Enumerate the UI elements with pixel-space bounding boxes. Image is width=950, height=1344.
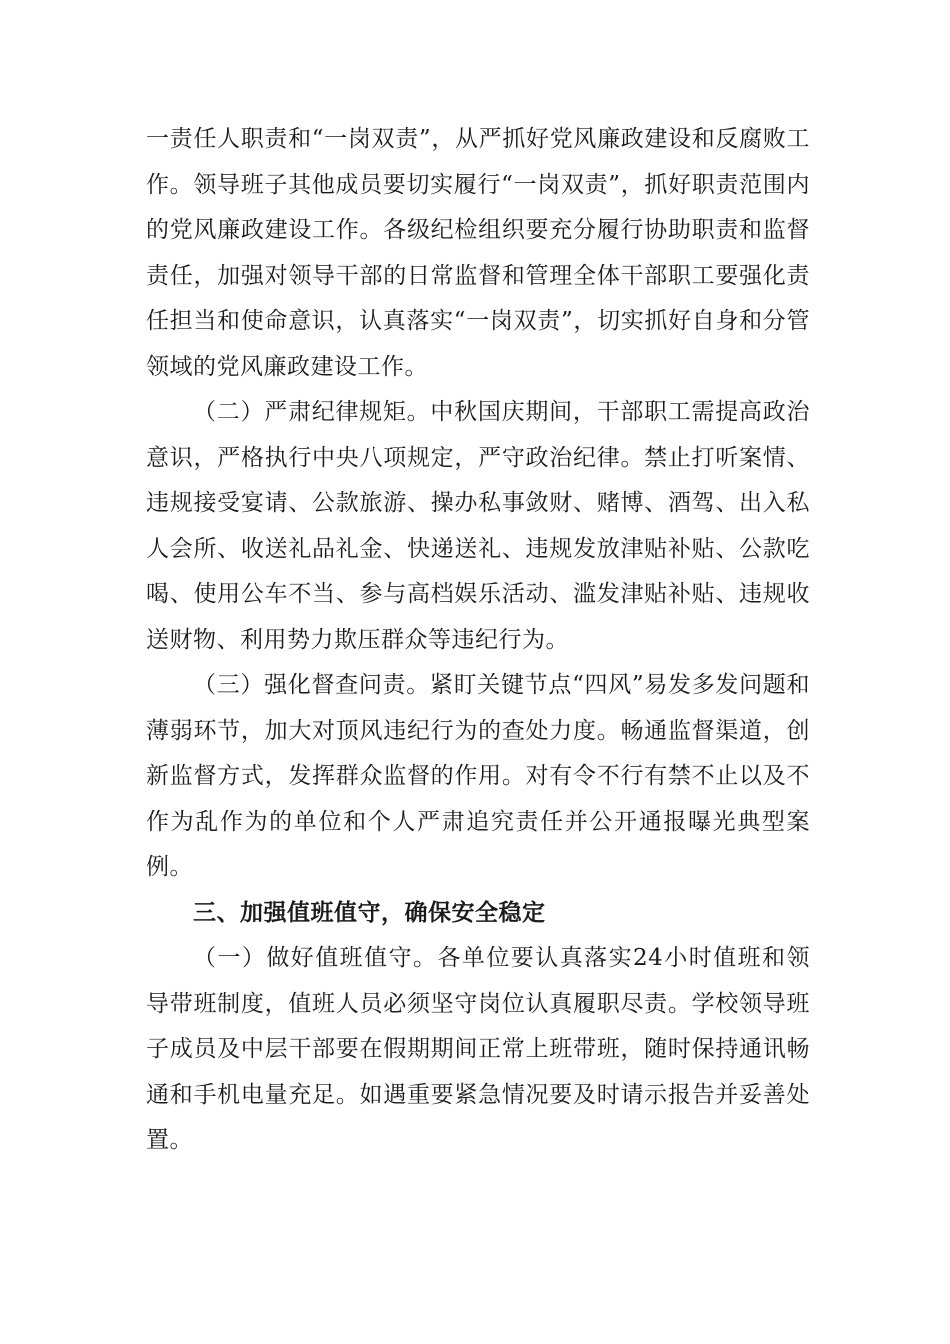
document-page bbox=[146, 117, 810, 1164]
paragraph-discipline bbox=[146, 390, 810, 663]
paragraph-lead: （一）做好值班值守。 bbox=[193, 945, 438, 971]
paragraph-text: 中秋国庆期间，干部职工需提高政治意识，严格执行中央八项规定，严守政治纪律。禁止打听案情、违规接受宴请、公款旅游、操办私事敛财、赌博、酒驾、出入私人会所、收送礼品礼金、快递送礼、违规发放津贴补贴、公款吃喝、使用公车不当、参与高档娱乐活动、滥发津贴补贴、违规收送财物、利用势力欺压群众等违纪行为。 bbox=[146, 399, 811, 653]
paragraph-text: 各单位要认真落实24小时值班和领导带班制度，值班人员必须坚守岗位认真履职尽责。学校领导班子成员及中层干部要在假期期间正常上班带班，随时保持通讯畅通和手机电量充足。如遇重要紧急情况要及时请示报告并妥善处置。 bbox=[146, 945, 810, 1153]
section-heading: 三、加强值班值守，确保安全稳定 bbox=[193, 899, 546, 926]
paragraph-text: 一责任人职责和“一岗双责”，从严抓好党风廉政建设和反腐败工作。领导班子其他成员要切实履行“一岗双责”，抓好职责范围内的党风廉政建设工作。各级纪检组织要充分履行协助职责和监督责任，加强对领导干部的日常监督和管理全体干部职工要强化责任担当和使命意识，认真落实“一岗双责”，切实抓好自身和分管领域的党风廉政建设工作。 bbox=[146, 126, 810, 380]
paragraph-supervision bbox=[146, 663, 810, 891]
paragraph-responsibility-continued bbox=[146, 117, 810, 390]
paragraph-duty bbox=[146, 936, 810, 1164]
paragraph-lead: （三）强化督查问责。 bbox=[193, 672, 430, 698]
paragraph-lead: （二）严肃纪律规矩。 bbox=[193, 399, 431, 425]
paragraph-text: 紧盯关键节点“四风”易发多发问题和薄弱环节，加大对顶风违纪行为的查处力度。畅通监督渠道，创新监督方式，发挥群众监督的作用。对有令不行有禁不止以及不作为乱作为的单位和个人严肃追究责任并公开通报曝光典型案例。 bbox=[146, 672, 810, 880]
